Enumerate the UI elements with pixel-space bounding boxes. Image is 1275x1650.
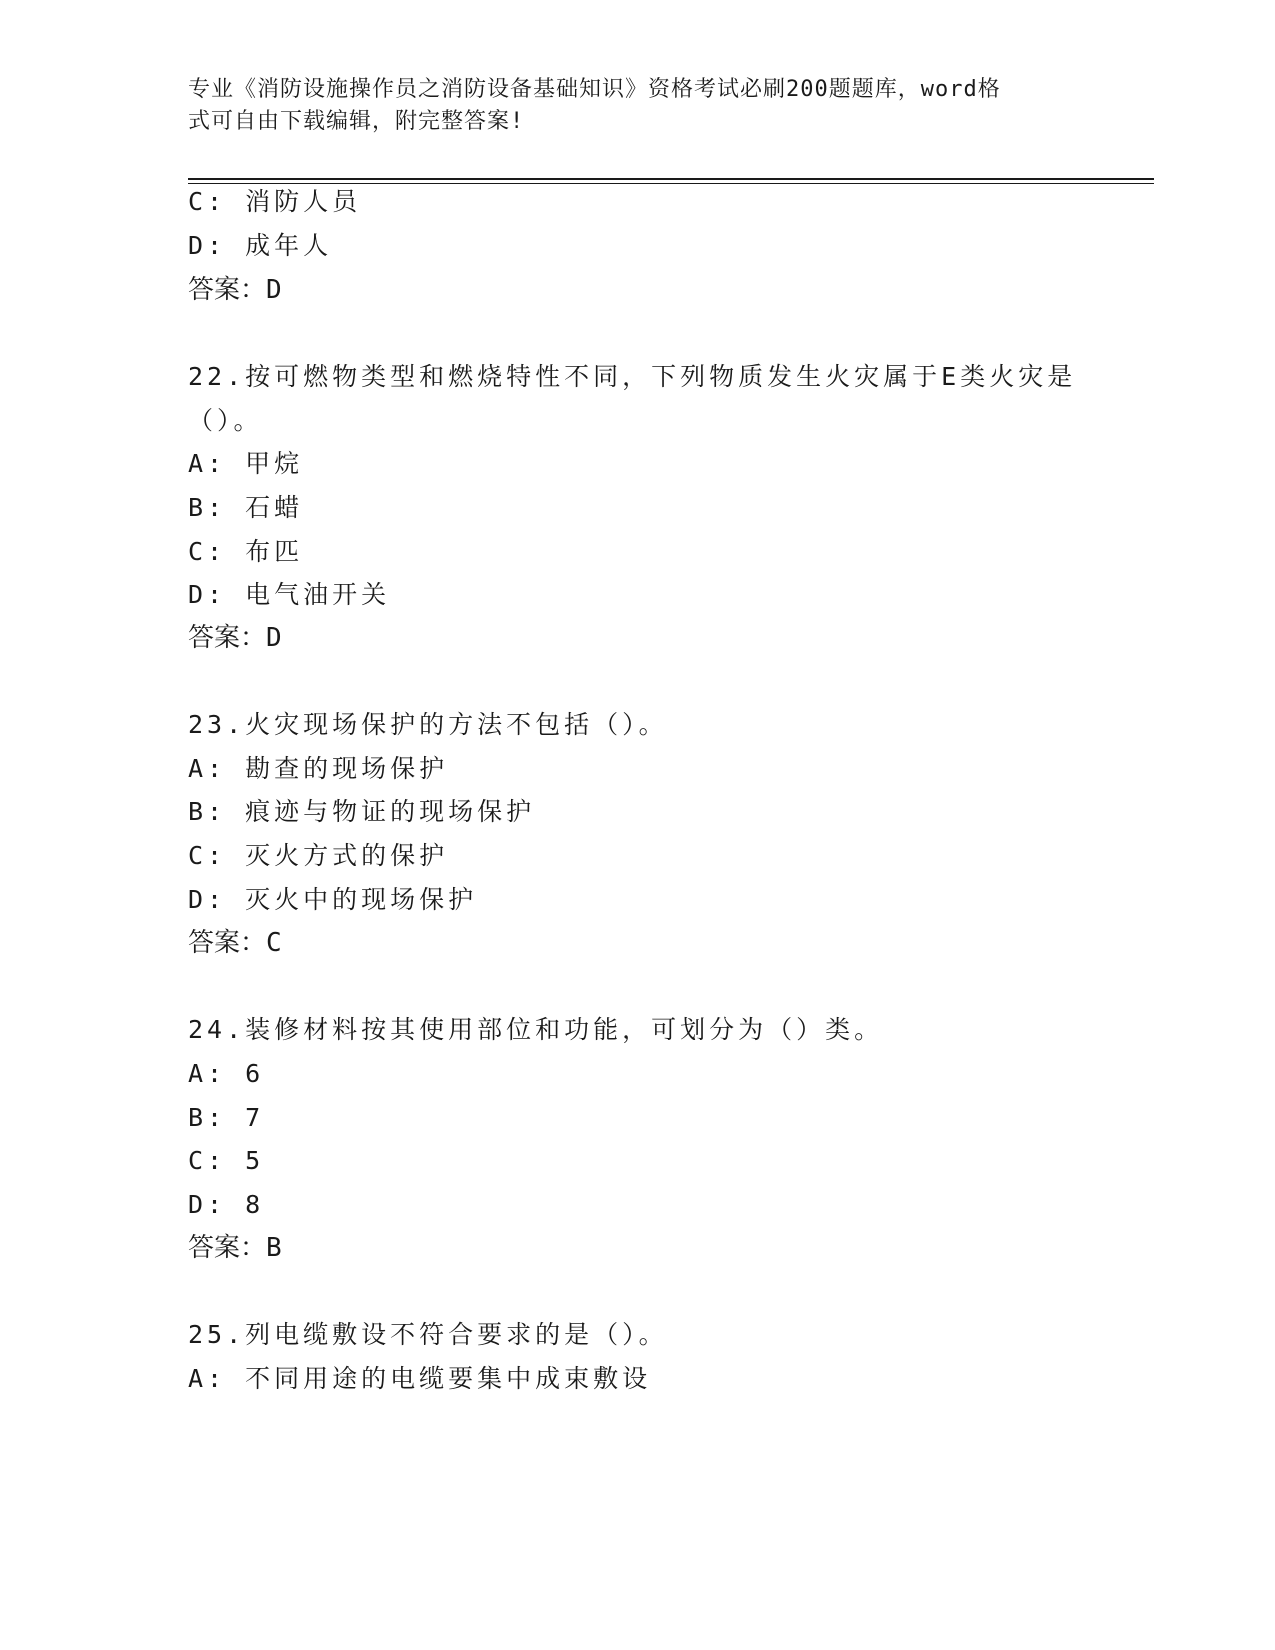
- question-23-option-d: D: 灭火中的现场保护: [188, 885, 478, 914]
- answer-value: D: [266, 275, 282, 305]
- question-22-stem: 22.按可燃物类型和燃烧特性不同，下列物质发生火灾属于E类火灾是: [188, 362, 1077, 391]
- header-divider-thin: [188, 183, 1154, 184]
- answer-line: [188, 274, 282, 306]
- header-divider-thick: [188, 178, 1154, 180]
- question-25-option-a: A: 不同用途的电缆要集中成束敷设: [188, 1364, 652, 1393]
- question-25-stem: 25.列电缆敷设不符合要求的是（）。: [188, 1320, 668, 1349]
- question-24-option-b: B: 7: [188, 1103, 265, 1132]
- question-23-stem: 23.火灾现场保护的方法不包括（）。: [188, 710, 668, 739]
- question-23-option-a: A: 勘查的现场保护: [188, 754, 449, 783]
- header-line-1: 专业《消防设施操作员之消防设备基础知识》资格考试必刷200题题库，word格: [188, 77, 1001, 102]
- answer-label: 答案：: [188, 928, 267, 958]
- answer-value: B: [266, 1233, 282, 1263]
- option-d: D: 成年人: [188, 231, 333, 260]
- answer-label: 答案：: [188, 1233, 267, 1263]
- question-23-option-c: C: 灭火方式的保护: [188, 841, 449, 870]
- answer-value: C: [266, 928, 282, 958]
- header-line-2: 式可自由下载编辑，附完整答案!: [188, 109, 525, 134]
- question-24-stem: 24.装修材料按其使用部位和功能，可划分为（）类。: [188, 1015, 884, 1044]
- question-23-answer: [188, 927, 282, 959]
- question-24-option-a: A: 6: [188, 1059, 265, 1088]
- question-24-option-c: C: 5: [188, 1146, 265, 1175]
- question-22-option-c: C: 布匹: [188, 537, 304, 566]
- question-22-stem-cont: （）。: [188, 406, 263, 435]
- question-23-option-b: B: 痕迹与物证的现场保护: [188, 797, 536, 826]
- question-22-option-b: B: 石蜡: [188, 493, 304, 522]
- answer-label: 答案：: [188, 275, 267, 305]
- question-22-option-a: A: 甲烷: [188, 449, 304, 478]
- answer-label: 答案：: [188, 623, 267, 653]
- question-22-option-d: D: 电气油开关: [188, 580, 391, 609]
- answer-value: D: [266, 623, 282, 653]
- question-22-answer: [188, 622, 282, 654]
- option-c: C: 消防人员: [188, 187, 362, 216]
- document-header: [188, 74, 1068, 138]
- question-24-answer: [188, 1232, 282, 1264]
- question-24-option-d: D: 8: [188, 1190, 265, 1219]
